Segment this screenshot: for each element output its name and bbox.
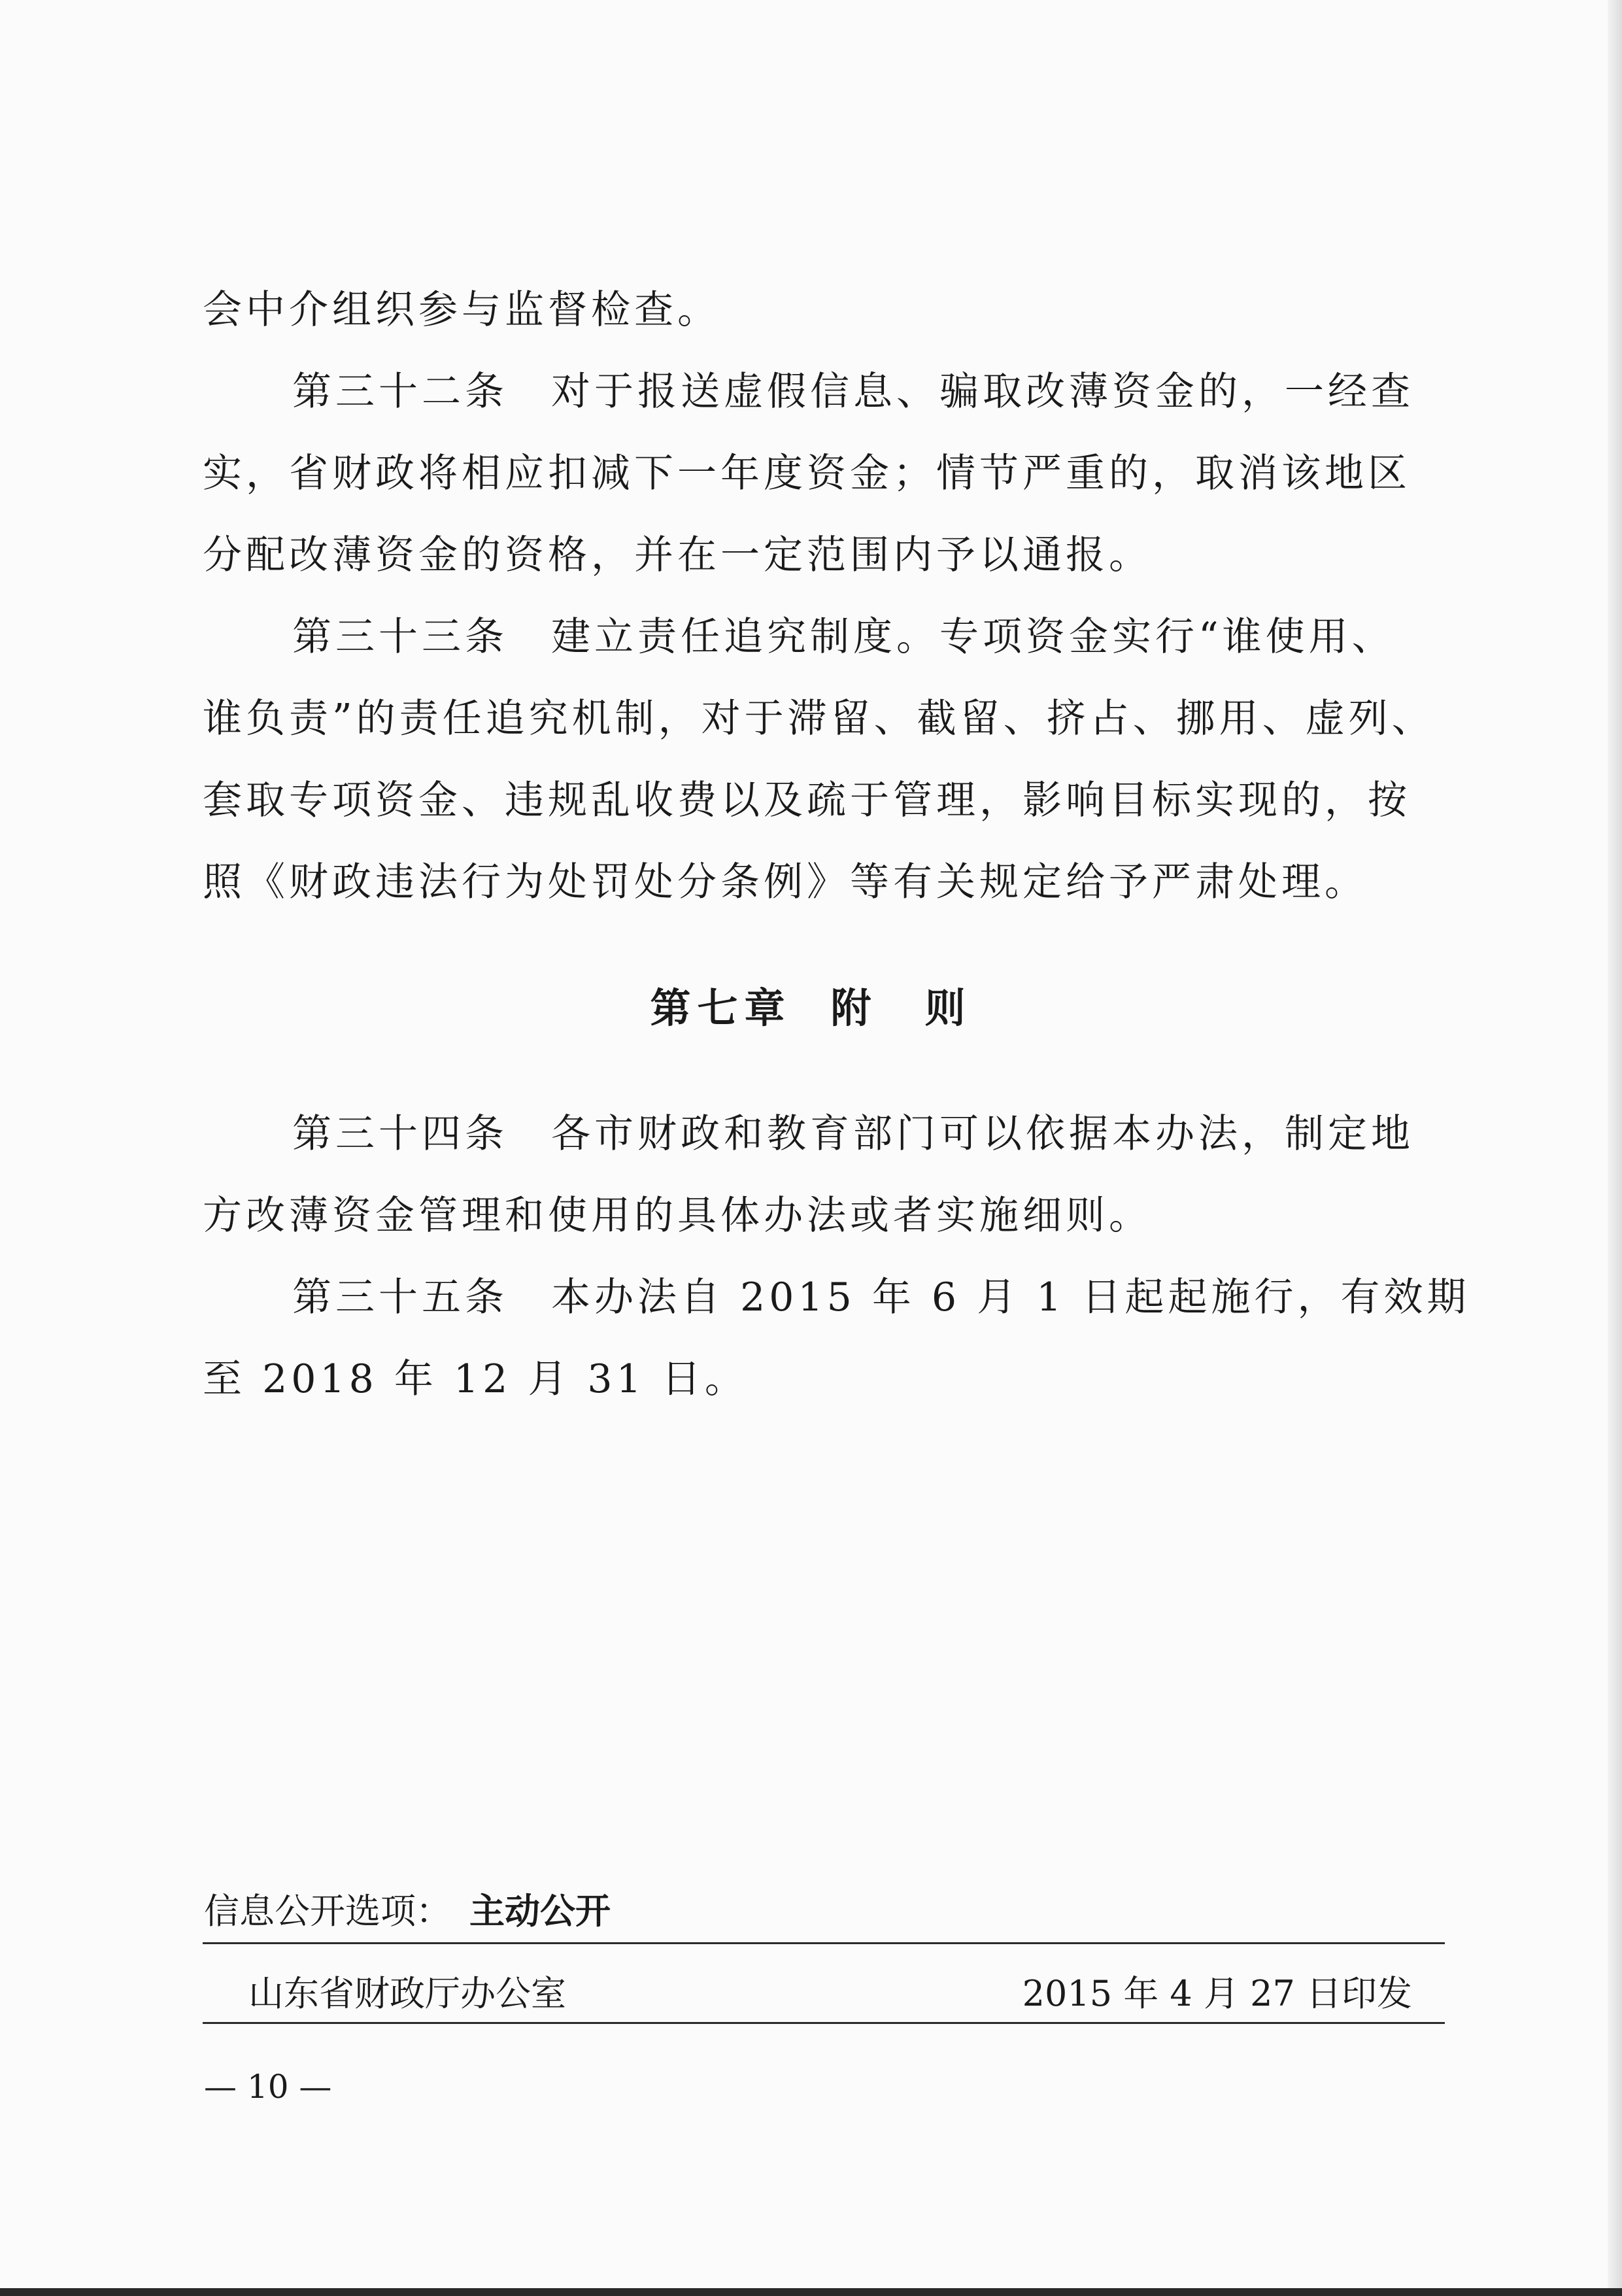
article-34: [203, 1093, 1445, 1175]
text-line: 实，省财政将相应扣减下一年度资金；情节严重的，取消该地区: [203, 451, 1411, 496]
article-32: [203, 351, 1445, 433]
article-34-line-2: [203, 1175, 1445, 1257]
footer-rule-bottom: [203, 2022, 1445, 2024]
chapter-number: 第七章: [650, 984, 792, 1032]
article-33: [203, 596, 1445, 678]
text-line: 会中介组织参与监督检查。: [203, 287, 720, 333]
article-35-line-2: [203, 1339, 1445, 1420]
article-35: [203, 1257, 1470, 1339]
text-line: 分配改薄资金的资格，并在一定范围内予以通报。: [203, 532, 1152, 578]
article-32-line-3: [203, 515, 1445, 596]
chapter-title: 附 则: [830, 984, 972, 1032]
text-line: 第三十五条 本办法自 2015 年 6 月 1 日起起施行，有效期: [292, 1275, 1470, 1320]
text-line: 套取专项资金、违规乱收费以及疏于管理，影响目标实现的，按: [203, 778, 1411, 823]
issuer-name: 山东省财政厅办公室: [248, 1973, 566, 2014]
text-line: 第三十二条 对于报送虚假信息、骗取改薄资金的，一经查: [292, 369, 1414, 415]
article-32-line-2: [203, 433, 1445, 515]
body-text-lower: [203, 1093, 1470, 1420]
scan-edge-bottom: [0, 2288, 1622, 2296]
issue-date: 2015 年 4 月 27 日印发: [1022, 1973, 1412, 2014]
article-33-line-4: [203, 842, 1445, 923]
text-line: 第三十三条 建立责任追究制度。专项资金实行“谁使用、: [292, 614, 1395, 660]
text-line: 第三十四条 各市财政和教育部门可以依据本办法，制定地: [292, 1111, 1414, 1157]
disclosure-label: 信息公开选项：: [204, 1891, 451, 1932]
body-text-upper: [203, 269, 1445, 923]
paragraph-continuation: [203, 269, 1445, 351]
text-line: 谁负责”的责任追究机制，对于滞留、截留、挤占、挪用、虚列、: [203, 696, 1435, 742]
disclosure-option: [204, 1883, 611, 1934]
page-number: — 10 —: [204, 2068, 332, 2106]
article-33-line-3: [203, 760, 1445, 842]
footer-rule-top: [203, 1942, 1445, 1944]
text-line: 至 2018 年 12 月 31 日。: [203, 1356, 748, 1402]
disclosure-value: 主动公开: [469, 1891, 611, 1932]
text-line: 照《财政违法行为处罚处分条例》等有关规定给予严肃处理。: [203, 859, 1368, 905]
footer-issuer-row: [248, 1966, 1412, 2016]
article-33-line-2: [203, 678, 1445, 760]
scan-edge-right: [1608, 0, 1622, 2296]
chapter-heading: [0, 976, 1622, 1034]
text-line: 方改薄资金管理和使用的具体办法或者实施细则。: [203, 1193, 1152, 1239]
